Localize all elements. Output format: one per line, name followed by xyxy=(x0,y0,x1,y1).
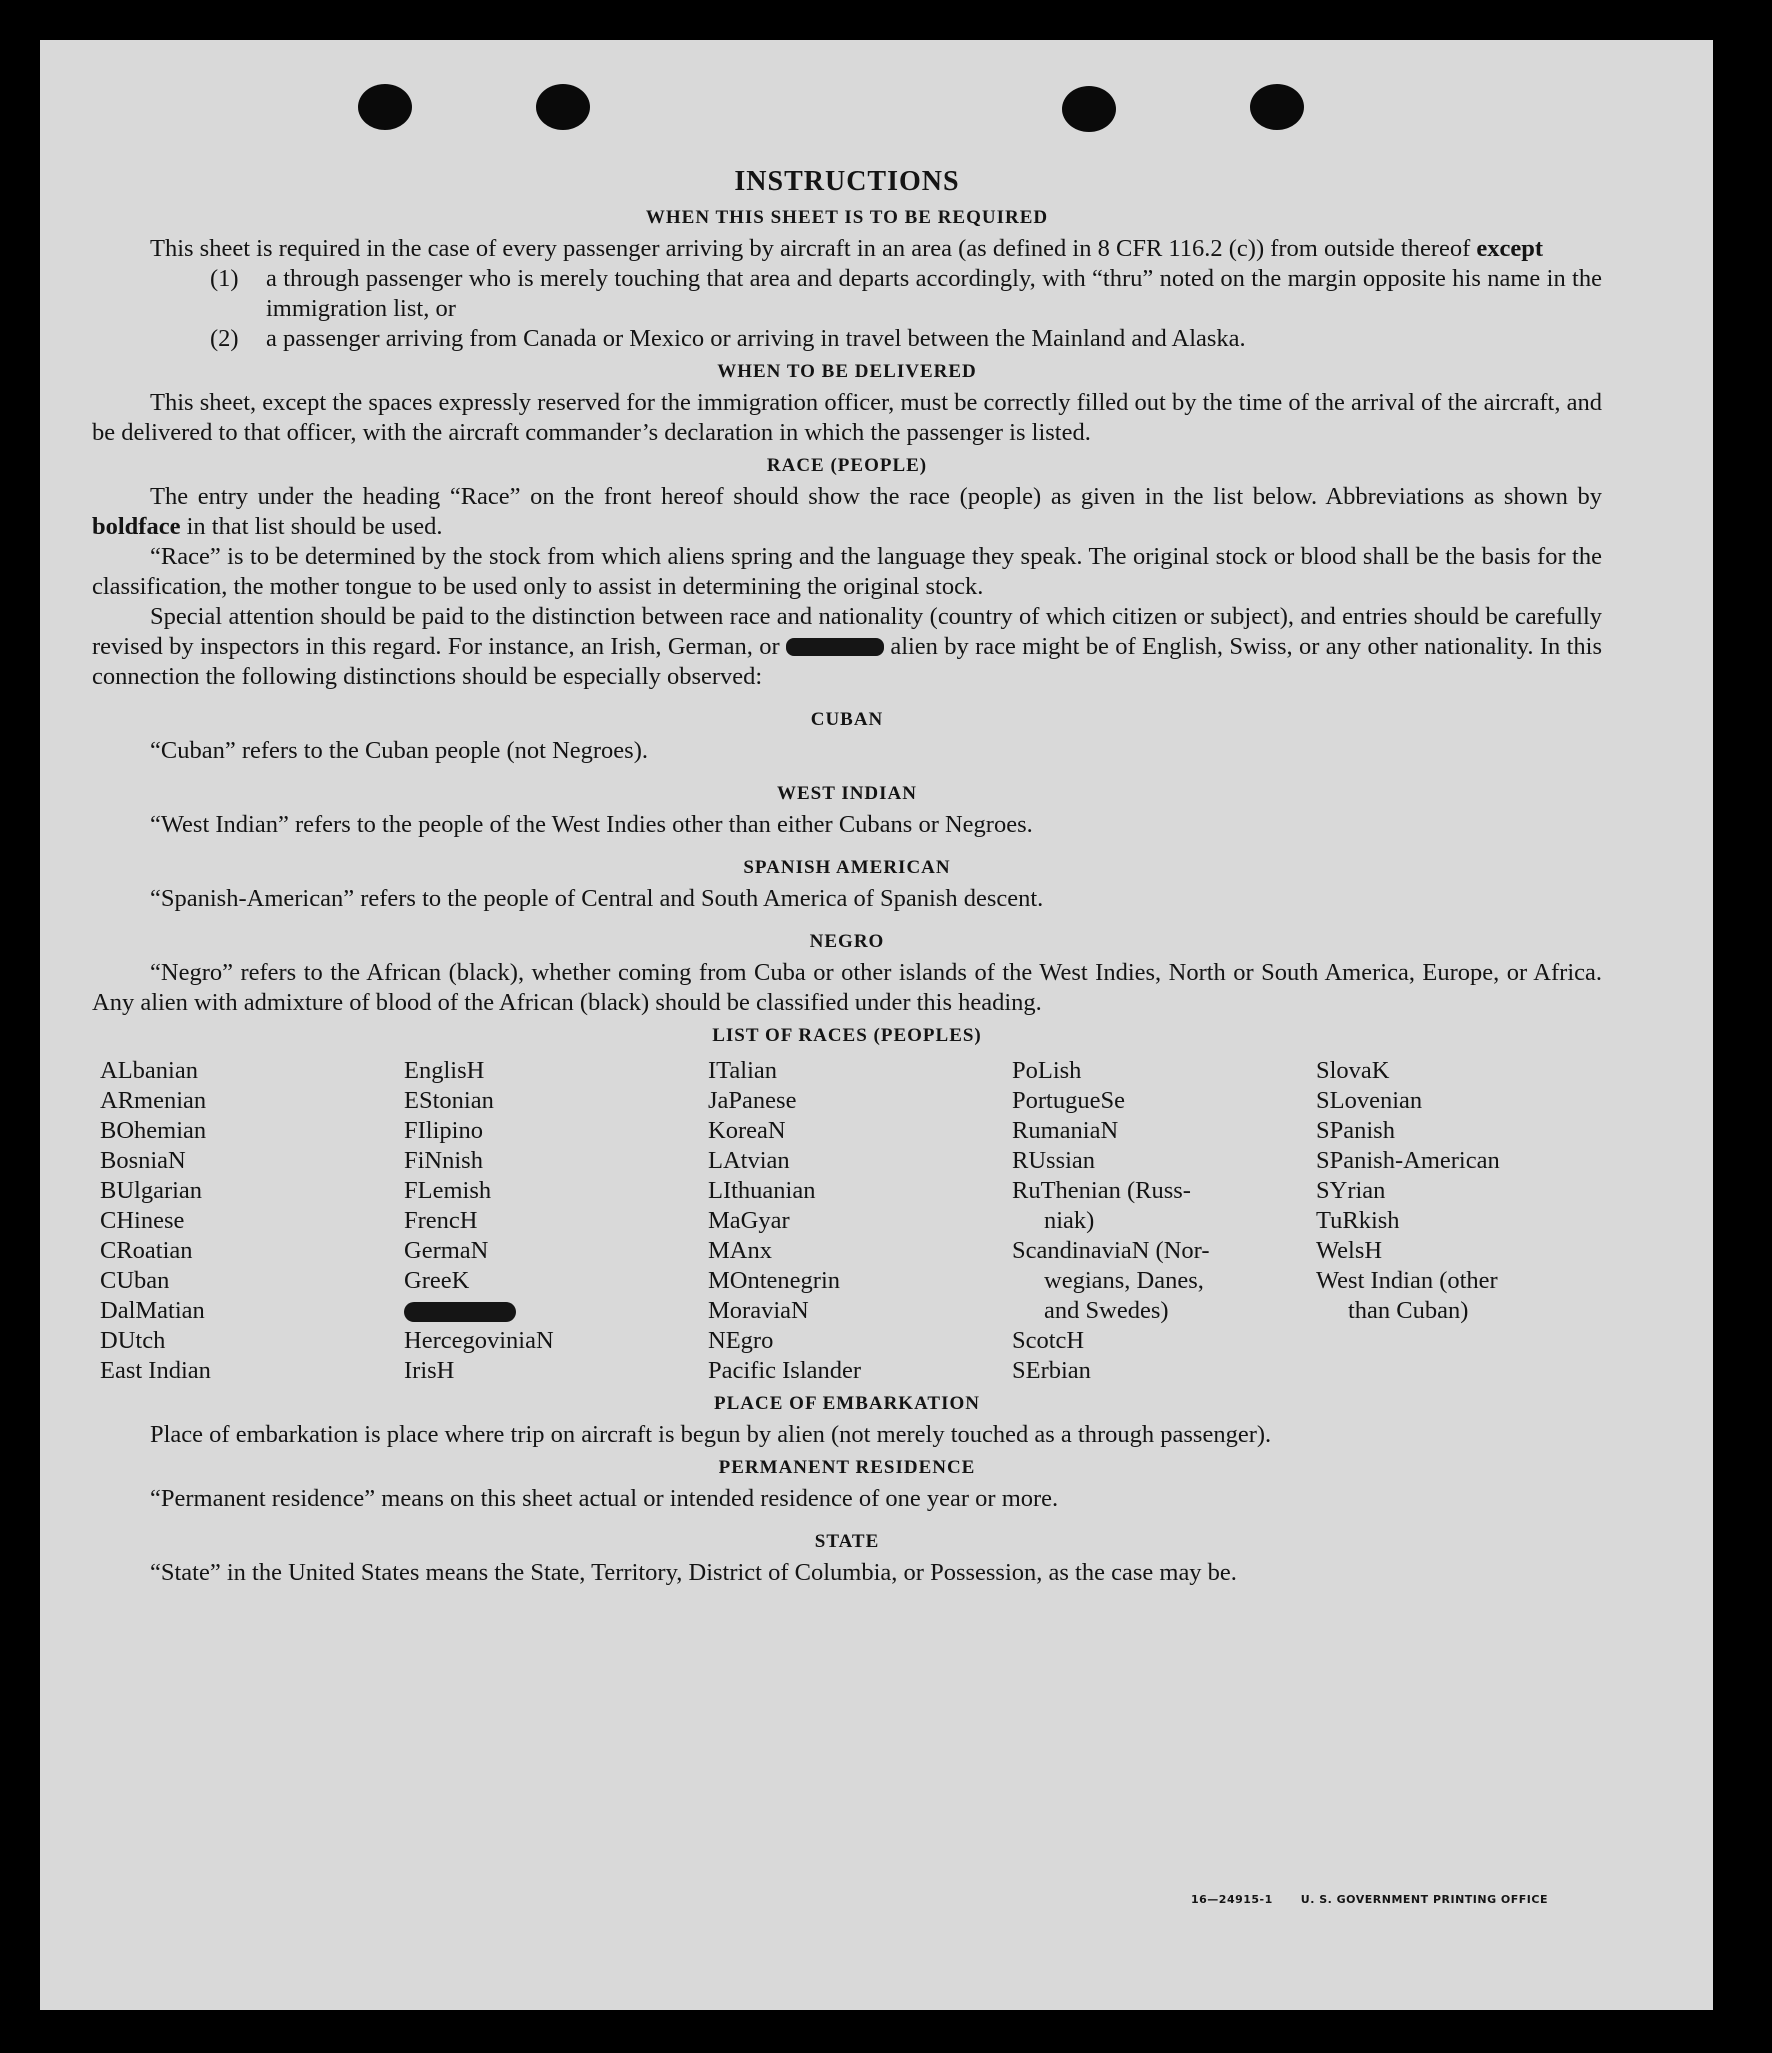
race-paragraph-3: Special attention should be paid to the distinction between race and nationality (country of which citizen or subject), and entries should be carefully revised by inspectors in this regard. For instance, an Irish, German, or alien by race might be of English, Swiss, or any other nationality. In this connection the following distinctions should be especially observed: xyxy=(92,603,1603,690)
race-paragraph-2: “Race” is to be determined by the stock from which aliens spring and the language they speak. The original stock or blood shall be the basis for the classification, the mother tongue to be used only to assist in determining the original stock. xyxy=(92,543,1602,600)
list-item: than Cuban) xyxy=(1348,1297,1469,1324)
list-item: MaGyar xyxy=(708,1207,790,1234)
list-item: SlovaK xyxy=(1316,1057,1390,1084)
embarkation-text: Place of embarkation is place where trip on aircraft is begun by alien (not merely touched as a through passenger). xyxy=(150,1421,1272,1448)
races-column-5 xyxy=(1316,1056,1620,1386)
list-item: MoraviaN xyxy=(708,1297,809,1324)
list-item: SLovenian xyxy=(1316,1087,1423,1114)
list-item: KoreaN xyxy=(708,1117,786,1144)
residence-text: “Permanent residence” means on this sheet actual or intended residence of one year or more. xyxy=(150,1485,1059,1512)
list-item: RumaniaN xyxy=(1012,1117,1119,1144)
list-item: SErbian xyxy=(1012,1357,1091,1384)
races-column-3 xyxy=(708,1056,1012,1386)
page-title: INSTRUCTIONS xyxy=(734,166,960,197)
list-item: GermaN xyxy=(404,1237,489,1264)
list-item: FiNnish xyxy=(404,1147,483,1174)
list-item: PoLish xyxy=(1012,1057,1082,1084)
list-item: EnglisH xyxy=(404,1057,485,1084)
list-item: PortugueSe xyxy=(1012,1087,1125,1114)
list-item: and Swedes) xyxy=(1044,1297,1169,1324)
section-heading-list-of-races: LIST OF RACES (PEOPLES) xyxy=(712,1025,982,1046)
list-item: FLemish xyxy=(404,1177,492,1204)
section-heading-negro: NEGRO xyxy=(809,931,885,952)
section-heading-embarkation: PLACE OF EMBARKATION xyxy=(714,1393,980,1414)
west-indian-text: “West Indian” refers to the people of the West Indies other than either Cubans or Negroes. xyxy=(150,811,1033,838)
list-item: RUssian xyxy=(1012,1147,1096,1174)
races-column-4 xyxy=(1012,1056,1316,1386)
list-item: RuThenian (Russ- xyxy=(1012,1177,1191,1204)
list-item: BUlgarian xyxy=(100,1177,203,1204)
list-item: WelsH xyxy=(1316,1237,1383,1264)
list-item: FrencH xyxy=(404,1207,478,1234)
section-heading-spanish-american: SPANISH AMERICAN xyxy=(743,857,951,878)
list-item: HercegoviniaN xyxy=(404,1327,554,1354)
list-item: LAtvian xyxy=(708,1147,790,1174)
document-sheet xyxy=(40,40,1713,2010)
list-item: IrisH xyxy=(404,1357,455,1384)
list-item: West Indian (other xyxy=(1316,1267,1498,1294)
races-column-1 xyxy=(100,1056,404,1386)
list-item: wegians, Danes, xyxy=(1044,1267,1204,1294)
list-item-redacted xyxy=(404,1296,708,1326)
section-heading-cuban: CUBAN xyxy=(810,709,884,730)
list-item: ALbanian xyxy=(100,1057,198,1084)
exception-item-2: (2) a passenger arriving from Canada or Mexico or arriving in travel between the Mainland and Alaska. xyxy=(210,325,1246,352)
when-required-intro: This sheet is required in the case of every passenger arriving by aircraft in an area (as defined in 8 CFR 116.2 (c)) from outside thereof except xyxy=(150,235,1544,262)
list-item: MAnx xyxy=(708,1237,772,1264)
races-list xyxy=(100,1056,1602,1386)
section-heading-west-indian: WEST INDIAN xyxy=(777,783,917,804)
list-item: BosniaN xyxy=(100,1147,186,1174)
redaction-mark xyxy=(786,638,884,656)
list-item: JaPanese xyxy=(708,1087,797,1114)
punch-hole xyxy=(1062,86,1116,132)
list-item: TuRkish xyxy=(1316,1207,1400,1234)
cuban-text: “Cuban” refers to the Cuban people (not Negroes). xyxy=(150,737,648,764)
list-item: ScandinaviaN (Nor- xyxy=(1012,1237,1210,1264)
races-column-2 xyxy=(404,1056,708,1386)
list-item: niak) xyxy=(1044,1207,1095,1234)
exception-item-1: (1) a through passenger who is merely touching that area and departs accordingly, with “thru” noted on the margin opposite his name in the immigration list, or xyxy=(210,265,1602,322)
list-item: CUban xyxy=(100,1267,170,1294)
list-item: LIthuanian xyxy=(708,1177,816,1204)
printer-name: U. S. GOVERNMENT PRINTING OFFICE xyxy=(1300,1893,1548,1906)
list-item: DalMatian xyxy=(100,1297,205,1324)
list-item: BOhemian xyxy=(100,1117,207,1144)
state-text: “State” in the United States means the State, Territory, District of Columbia, or Possession, as the case may be. xyxy=(150,1559,1237,1586)
list-item: ScotcH xyxy=(1012,1327,1085,1354)
list-item: GreeK xyxy=(404,1267,470,1294)
when-delivered-text: This sheet, except the spaces expressly reserved for the immigration officer, must be correctly filled out by the time of the arrival of the aircraft, and be delivered to that officer, with the aircraft commander’s declaration in which the passenger is listed. xyxy=(92,389,1602,446)
list-item: CHinese xyxy=(100,1207,185,1234)
list-item: DUtch xyxy=(100,1327,166,1354)
list-item: East Indian xyxy=(100,1357,211,1384)
form-number: 16—24915-1 xyxy=(1190,1893,1273,1906)
section-heading-state: STATE xyxy=(814,1531,880,1552)
list-item: MOntenegrin xyxy=(708,1267,840,1294)
section-heading-when-delivered: WHEN TO BE DELIVERED xyxy=(717,361,977,382)
printing-imprint xyxy=(1163,1885,1548,1915)
punch-hole xyxy=(1250,84,1304,130)
list-item: SPanish xyxy=(1316,1117,1395,1144)
list-item: EStonian xyxy=(404,1087,494,1114)
redaction-mark xyxy=(404,1302,516,1322)
list-item: SPanish-American xyxy=(1316,1147,1500,1174)
list-item: ITalian xyxy=(708,1057,778,1084)
list-item: SYrian xyxy=(1316,1177,1386,1204)
list-item: Pacific Islander xyxy=(708,1357,862,1384)
punch-hole xyxy=(358,84,412,130)
race-paragraph-1: The entry under the heading “Race” on the front hereof should show the race (people) as given in the list below. Abbreviations as shown by boldface in that list should be used. xyxy=(92,483,1602,540)
section-heading-when-required: WHEN THIS SHEET IS TO BE REQUIRED xyxy=(645,207,1049,228)
list-item: FIlipino xyxy=(404,1117,483,1144)
list-item: NEgro xyxy=(708,1327,774,1354)
section-heading-race: RACE (PEOPLE) xyxy=(766,455,928,476)
section-heading-residence: PERMANENT RESIDENCE xyxy=(718,1457,976,1478)
list-item: CRoatian xyxy=(100,1237,193,1264)
spanish-american-text: “Spanish-American” refers to the people of Central and South America of Spanish descent. xyxy=(150,885,1044,912)
negro-text: “Negro” refers to the African (black), whether coming from Cuba or other islands of the West Indies, North or South America, Europe, or Africa. Any alien with admixture of blood of the African (black) should be classified under this heading. xyxy=(92,959,1602,1016)
punch-hole xyxy=(536,84,590,130)
document-body xyxy=(92,164,1602,1588)
list-item: ARmenian xyxy=(100,1087,207,1114)
